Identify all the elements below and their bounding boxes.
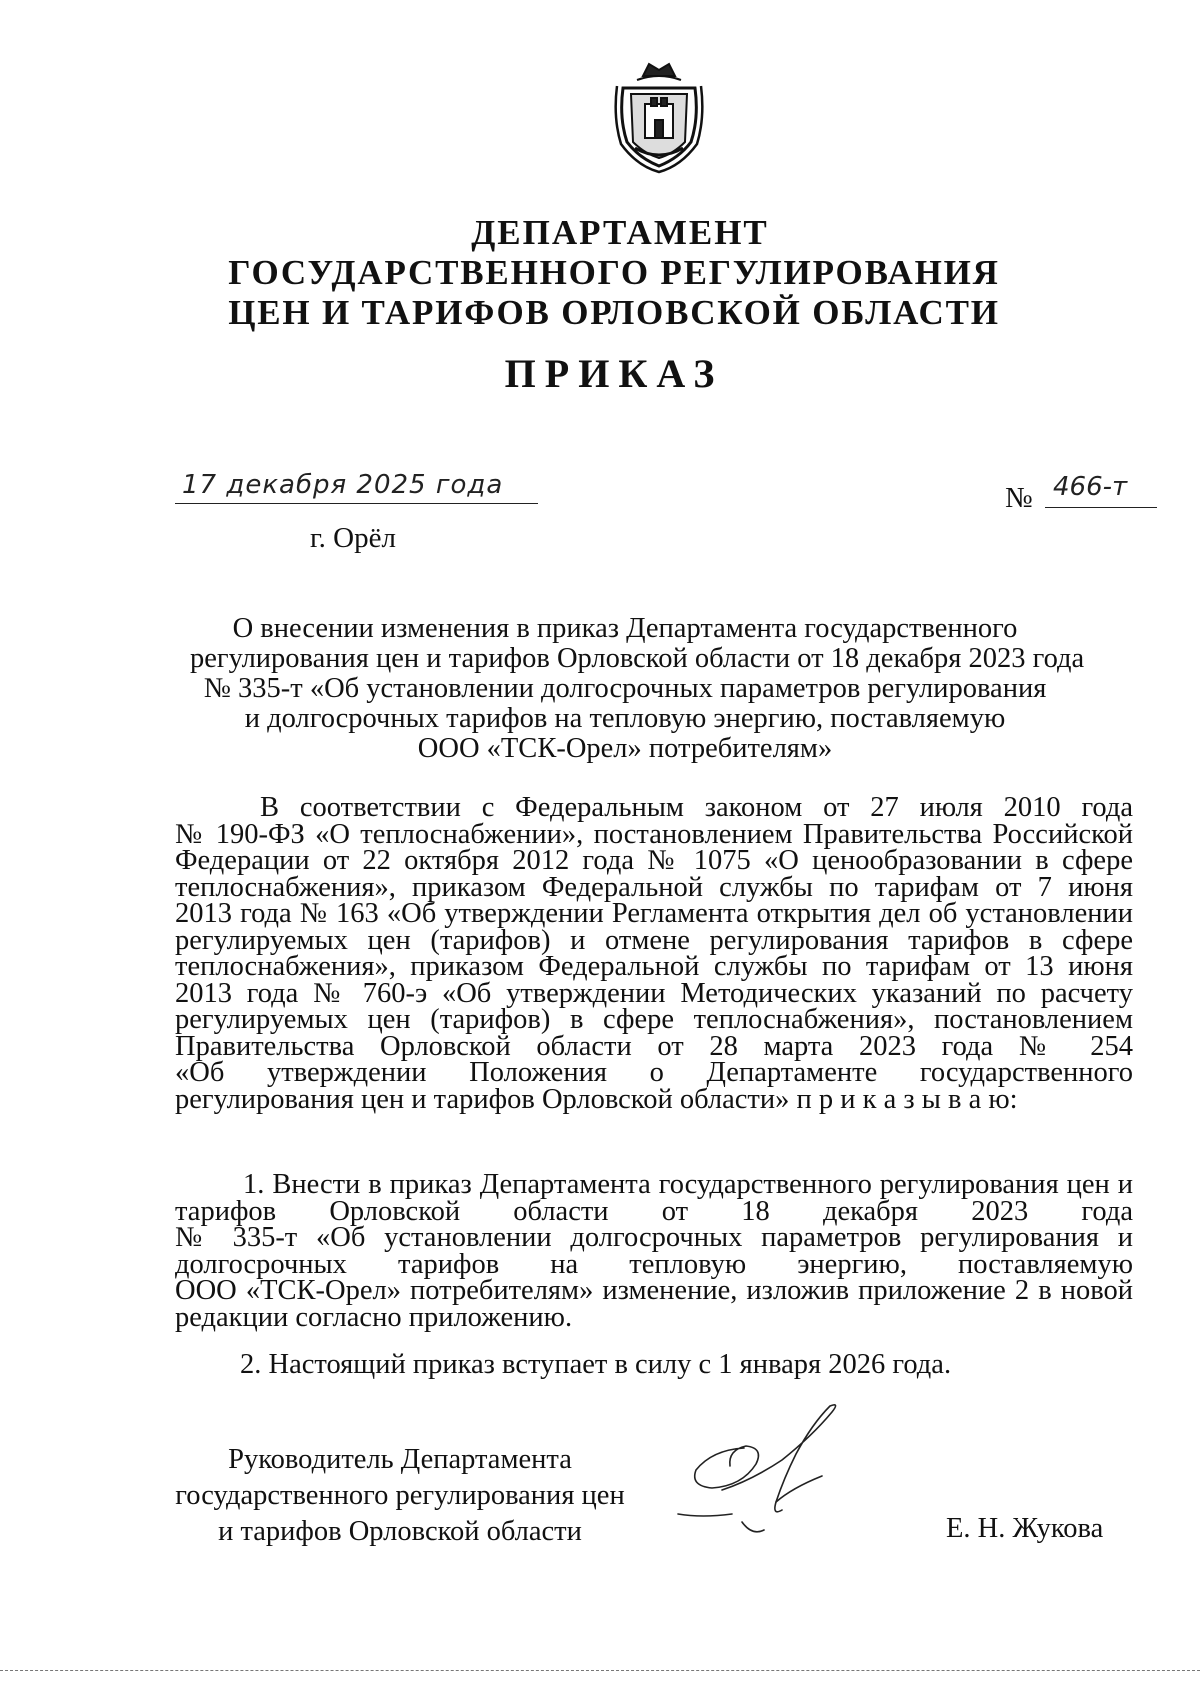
- preamble-line: Правительства Орловской области от 28 марта 2023 года № 254: [175, 1030, 1133, 1062]
- preamble-line: теплоснабжения», приказом Федеральной службы по тарифам от 7 июня: [175, 871, 1133, 903]
- date-underline: [175, 503, 538, 504]
- preamble-line: регулируемых цен (тарифов) и отмене регулирования тарифов в сфере: [175, 924, 1133, 956]
- item-1-line: тарифов Орловской области от 18 декабря 2023 года: [175, 1195, 1133, 1227]
- preamble-line: «Об утверждении Положения о Департаменте государственного: [175, 1057, 1133, 1088]
- item-1-line: ООО «ТСК-Орел» потребителям» изменение, изложив приложение 2 в новой: [175, 1275, 1133, 1306]
- scan-bottom-edge: [0, 1670, 1200, 1671]
- number-label: №: [1005, 482, 1033, 514]
- number-underline: [1045, 507, 1157, 508]
- department-title-line-3: ЦЕН И ТАРИФОВ ОРЛОВСКОЙ ОБЛАСТИ: [228, 293, 1000, 332]
- order-subject: [190, 613, 1085, 764]
- subject-line: и долгосрочных тарифов на тепловую энергию, поставляемую: [244, 703, 1006, 734]
- position-line: Руководитель Департамента: [228, 1444, 572, 1475]
- item-1-line: 1. Внести в приказ Департамента государственного регулирования цен и: [243, 1169, 1133, 1200]
- preamble-line: теплоснабжения», приказом Федеральной службы по тарифам от 13 июня: [175, 951, 1133, 982]
- handwritten-signature: [672, 1390, 902, 1540]
- item-1-paragraph: [175, 1169, 1133, 1333]
- signatory-position: [165, 1442, 635, 1550]
- subject-line: № 335-т «Об установлении долгосрочных параметров регулирования: [203, 673, 1047, 704]
- handwritten-number: 466-т: [1053, 472, 1128, 502]
- preamble-line: 2013 года № 163 «Об утверждении Регламента открытия дел об установлении: [175, 898, 1133, 929]
- city-label: г. Орёл: [310, 522, 396, 554]
- signatory-name: Е. Н. Жукова: [946, 1513, 1104, 1544]
- preamble-paragraph: [175, 792, 1133, 1115]
- item-1-line: долгосрочных тарифов на тепловую энергию, поставляемую: [175, 1248, 1133, 1280]
- document-type-title: ПРИКАЗ: [504, 351, 724, 396]
- subject-line: ООО «ТСК-Орел» потребителям»: [417, 733, 833, 764]
- preamble-line: регулируемых цен (тарифов) в сфере теплоснабжения», постановлением: [175, 1004, 1133, 1035]
- preamble-line: В соответствии с Федеральным законом от 27 июля 2010 года: [260, 792, 1133, 823]
- preamble-line: Федерации от 22 октября 2012 года № 1075 «О ценообразовании в сфере: [175, 845, 1133, 876]
- item-1-line: № 335-т «Об установлении долгосрочных параметров регулирования и: [175, 1222, 1133, 1253]
- coat-of-arms-icon: [613, 58, 705, 174]
- position-line: и тарифов Орловской области: [218, 1516, 582, 1547]
- subject-line: О внесении изменения в приказ Департамента государственного: [232, 613, 1018, 644]
- department-title-line-2: ГОСУДАРСТВЕННОГО РЕГУЛИРОВАНИЯ: [228, 253, 1000, 292]
- preamble-line: 2013 года № 760-э «Об утверждении Методических указаний по расчету: [175, 977, 1133, 1009]
- handwritten-date: 17 декабря 2025 года: [182, 470, 504, 500]
- position-line: государственного регулирования цен: [175, 1480, 625, 1511]
- preamble-line: регулирования цен и тарифов Орловской области» п р и к а з ы в а ю:: [175, 1083, 1018, 1115]
- item-1-line: редакции согласно приложению.: [175, 1301, 573, 1333]
- subject-line: регулирования цен и тарифов Орловской области от 18 декабря 2023 года: [190, 643, 1085, 674]
- item-2-paragraph: 2. Настоящий приказ вступает в силу с 1 января 2026 года.: [240, 1349, 952, 1380]
- preamble-line: № 190-ФЗ «О теплоснабжении», постановлением Правительства Российской: [175, 818, 1133, 850]
- department-title-line-1: ДЕПАРТАМЕНТ: [471, 213, 769, 252]
